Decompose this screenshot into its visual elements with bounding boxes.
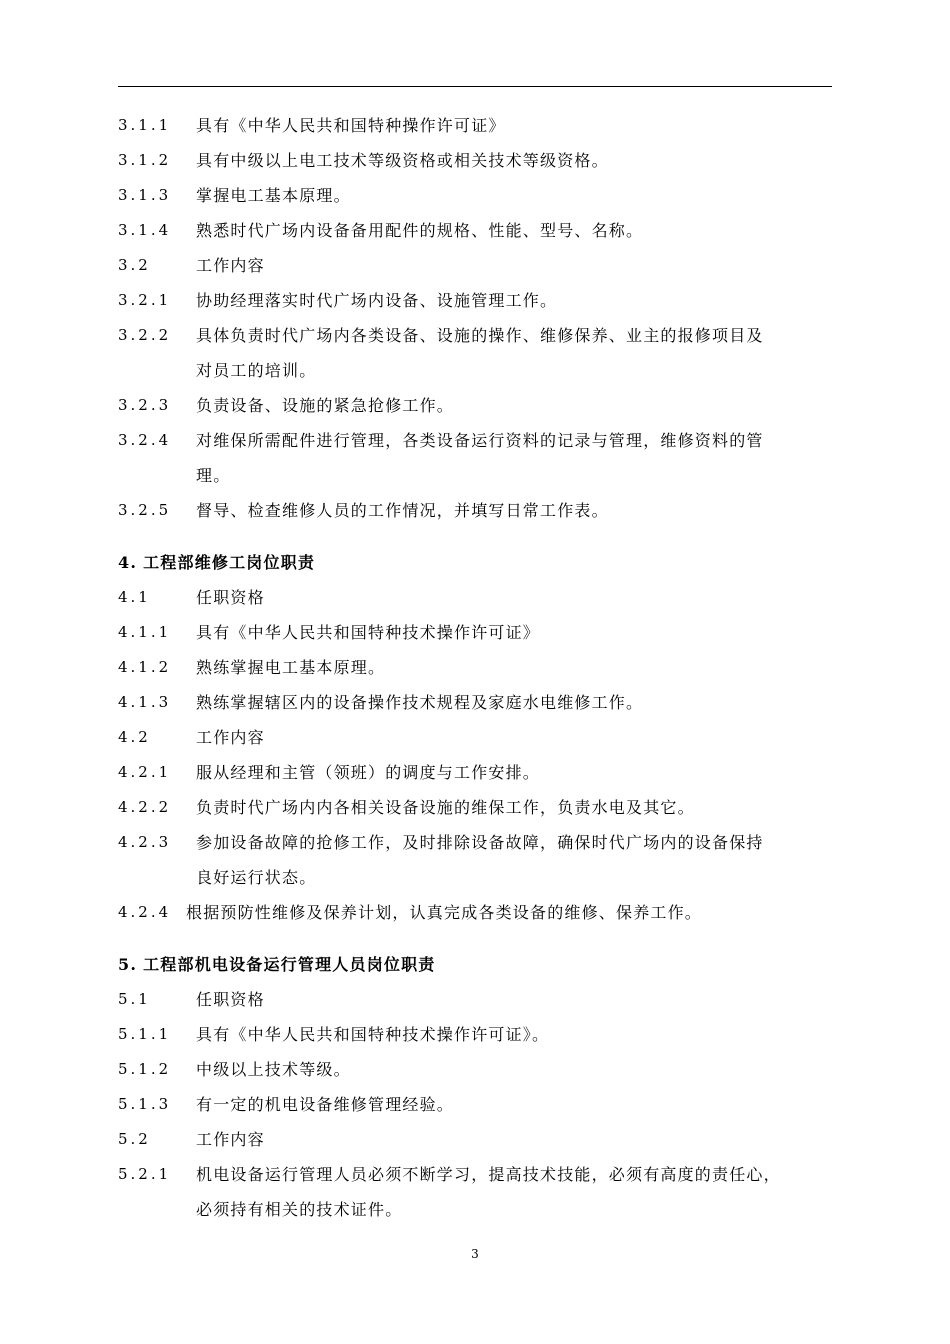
clause-text: 负责时代广场内内各相关设备设施的维保工作，负责水电及其它。: [196, 798, 695, 817]
clause-number: 3.2: [118, 256, 151, 274]
clause-number: 3.1.2: [118, 151, 172, 169]
document-body: [118, 108, 832, 1227]
clause-text: 根据预防性维修及保养计划，认真完成各类设备的维修、保养工作。: [186, 903, 703, 922]
clause-text: 任职资格: [196, 588, 265, 607]
clause-text: 具体负责时代广场内各类设备、设施的操作、维修保养、业主的报修项目及: [196, 326, 764, 345]
clause-text: 具有《中华人民共和国特种技术操作许可证》。: [196, 1025, 550, 1044]
clause-number: 4.1.1: [118, 623, 172, 641]
clause-number: 3.2.3: [118, 396, 172, 414]
clause-text: 掌握电工基本原理。: [196, 186, 351, 205]
clause-text: 机电设备运行管理人员必须不断学习，提高技术技能，必须有高度的责任心，: [196, 1165, 781, 1184]
clause-item: [118, 108, 832, 143]
clause-text: 具有《中华人民共和国特种技术操作许可证》: [196, 623, 541, 642]
clause-text: 任职资格: [196, 990, 265, 1009]
clause-number: 4.2.2: [118, 798, 172, 816]
clause-text: 工作内容: [196, 728, 265, 747]
clause-item: [118, 685, 832, 720]
clause-text: 理。: [196, 466, 231, 485]
clause-text: 对员工的培训。: [196, 361, 317, 380]
clause-number: 5.1.3: [118, 1095, 172, 1113]
clause-number: 5.1.1: [118, 1025, 172, 1043]
clause-number: 5.2.1: [118, 1165, 172, 1183]
clause-number: 4.1.3: [118, 693, 172, 711]
clause-text: 有一定的机电设备维修管理经验。: [196, 1095, 455, 1114]
clause-continuation: [118, 860, 832, 895]
clause-item: [118, 318, 832, 353]
clause-item: [118, 423, 832, 458]
clause-text: 必须持有相关的技术证件。: [196, 1200, 403, 1219]
page-number: 3: [471, 1247, 479, 1261]
clause-number: 3.2.5: [118, 501, 172, 519]
clause-text: 具有《中华人民共和国特种操作许可证》: [196, 116, 506, 135]
clause-item: [118, 248, 832, 283]
section-title: 工程部机电设备运行管理人员岗位职责: [143, 955, 436, 974]
clause-item: [118, 493, 832, 528]
clause-number: 3.2.1: [118, 291, 172, 309]
clause-text: 熟练掌握辖区内的设备操作技术规程及家庭水电维修工作。: [196, 693, 644, 712]
clause-text: 中级以上技术等级。: [196, 1060, 351, 1079]
clause-continuation: [118, 1192, 832, 1227]
clause-item: [118, 213, 832, 248]
clause-item: [118, 982, 832, 1017]
clause-number: 4.2: [118, 728, 151, 746]
clause-number: 5.1: [118, 990, 151, 1008]
clause-item: [118, 1122, 832, 1157]
clause-number: 5.1.2: [118, 1060, 172, 1078]
clause-item: [118, 143, 832, 178]
clause-item: [118, 1087, 832, 1122]
clause-text: 督导、检查维修人员的工作情况，并填写日常工作表。: [196, 501, 609, 520]
clause-number: 3.1.1: [118, 116, 172, 134]
section-number: 5.: [118, 955, 138, 974]
clause-number: 3.2.2: [118, 326, 172, 344]
clause-item: [118, 1157, 832, 1192]
clause-item: [118, 178, 832, 213]
clause-text: 服从经理和主管（领班）的调度与工作安排。: [196, 763, 541, 782]
clause-number: 4.2.4: [118, 903, 172, 921]
section-heading: [118, 947, 832, 982]
clause-item: [118, 755, 832, 790]
clause-text: 熟悉时代广场内设备备用配件的规格、性能、型号、名称。: [196, 221, 644, 240]
clause-item: [118, 895, 832, 930]
clause-text: 负责设备、设施的紧急抢修工作。: [196, 396, 455, 415]
header-rule: [118, 86, 832, 87]
clause-text: 工作内容: [196, 1130, 265, 1149]
section-title: 工程部维修工岗位职责: [143, 553, 316, 572]
clause-item: [118, 825, 832, 860]
clause-item: [118, 283, 832, 318]
clause-number: 4.2.1: [118, 763, 172, 781]
clause-number: 3.2.4: [118, 431, 172, 449]
clause-number: 5.2: [118, 1130, 151, 1148]
clause-number: 4.1.2: [118, 658, 172, 676]
clause-continuation: [118, 458, 832, 493]
clause-text: 对维保所需配件进行管理，各类设备运行资料的记录与管理，维修资料的管: [196, 431, 764, 450]
clause-text: 具有中级以上电工技术等级资格或相关技术等级资格。: [196, 151, 609, 170]
clause-continuation: [118, 353, 832, 388]
clause-item: [118, 650, 832, 685]
clause-item: [118, 388, 832, 423]
clause-text: 工作内容: [196, 256, 265, 275]
clause-text: 熟练掌握电工基本原理。: [196, 658, 386, 677]
clause-item: [118, 1052, 832, 1087]
clause-text: 良好运行状态。: [196, 868, 317, 887]
clause-number: 4.1: [118, 588, 151, 606]
clause-number: 3.1.3: [118, 186, 172, 204]
clause-text: 协助经理落实时代广场内设备、设施管理工作。: [196, 291, 558, 310]
clause-text: 参加设备故障的抢修工作，及时排除设备故障，确保时代广场内的设备保持: [196, 833, 764, 852]
clause-item: [118, 790, 832, 825]
clause-number: 4.2.3: [118, 833, 172, 851]
clause-number: 3.1.4: [118, 221, 172, 239]
clause-item: [118, 615, 832, 650]
clause-item: [118, 1017, 832, 1052]
section-number: 4.: [118, 553, 138, 572]
clause-item: [118, 580, 832, 615]
clause-item: [118, 720, 832, 755]
section-heading: [118, 545, 832, 580]
